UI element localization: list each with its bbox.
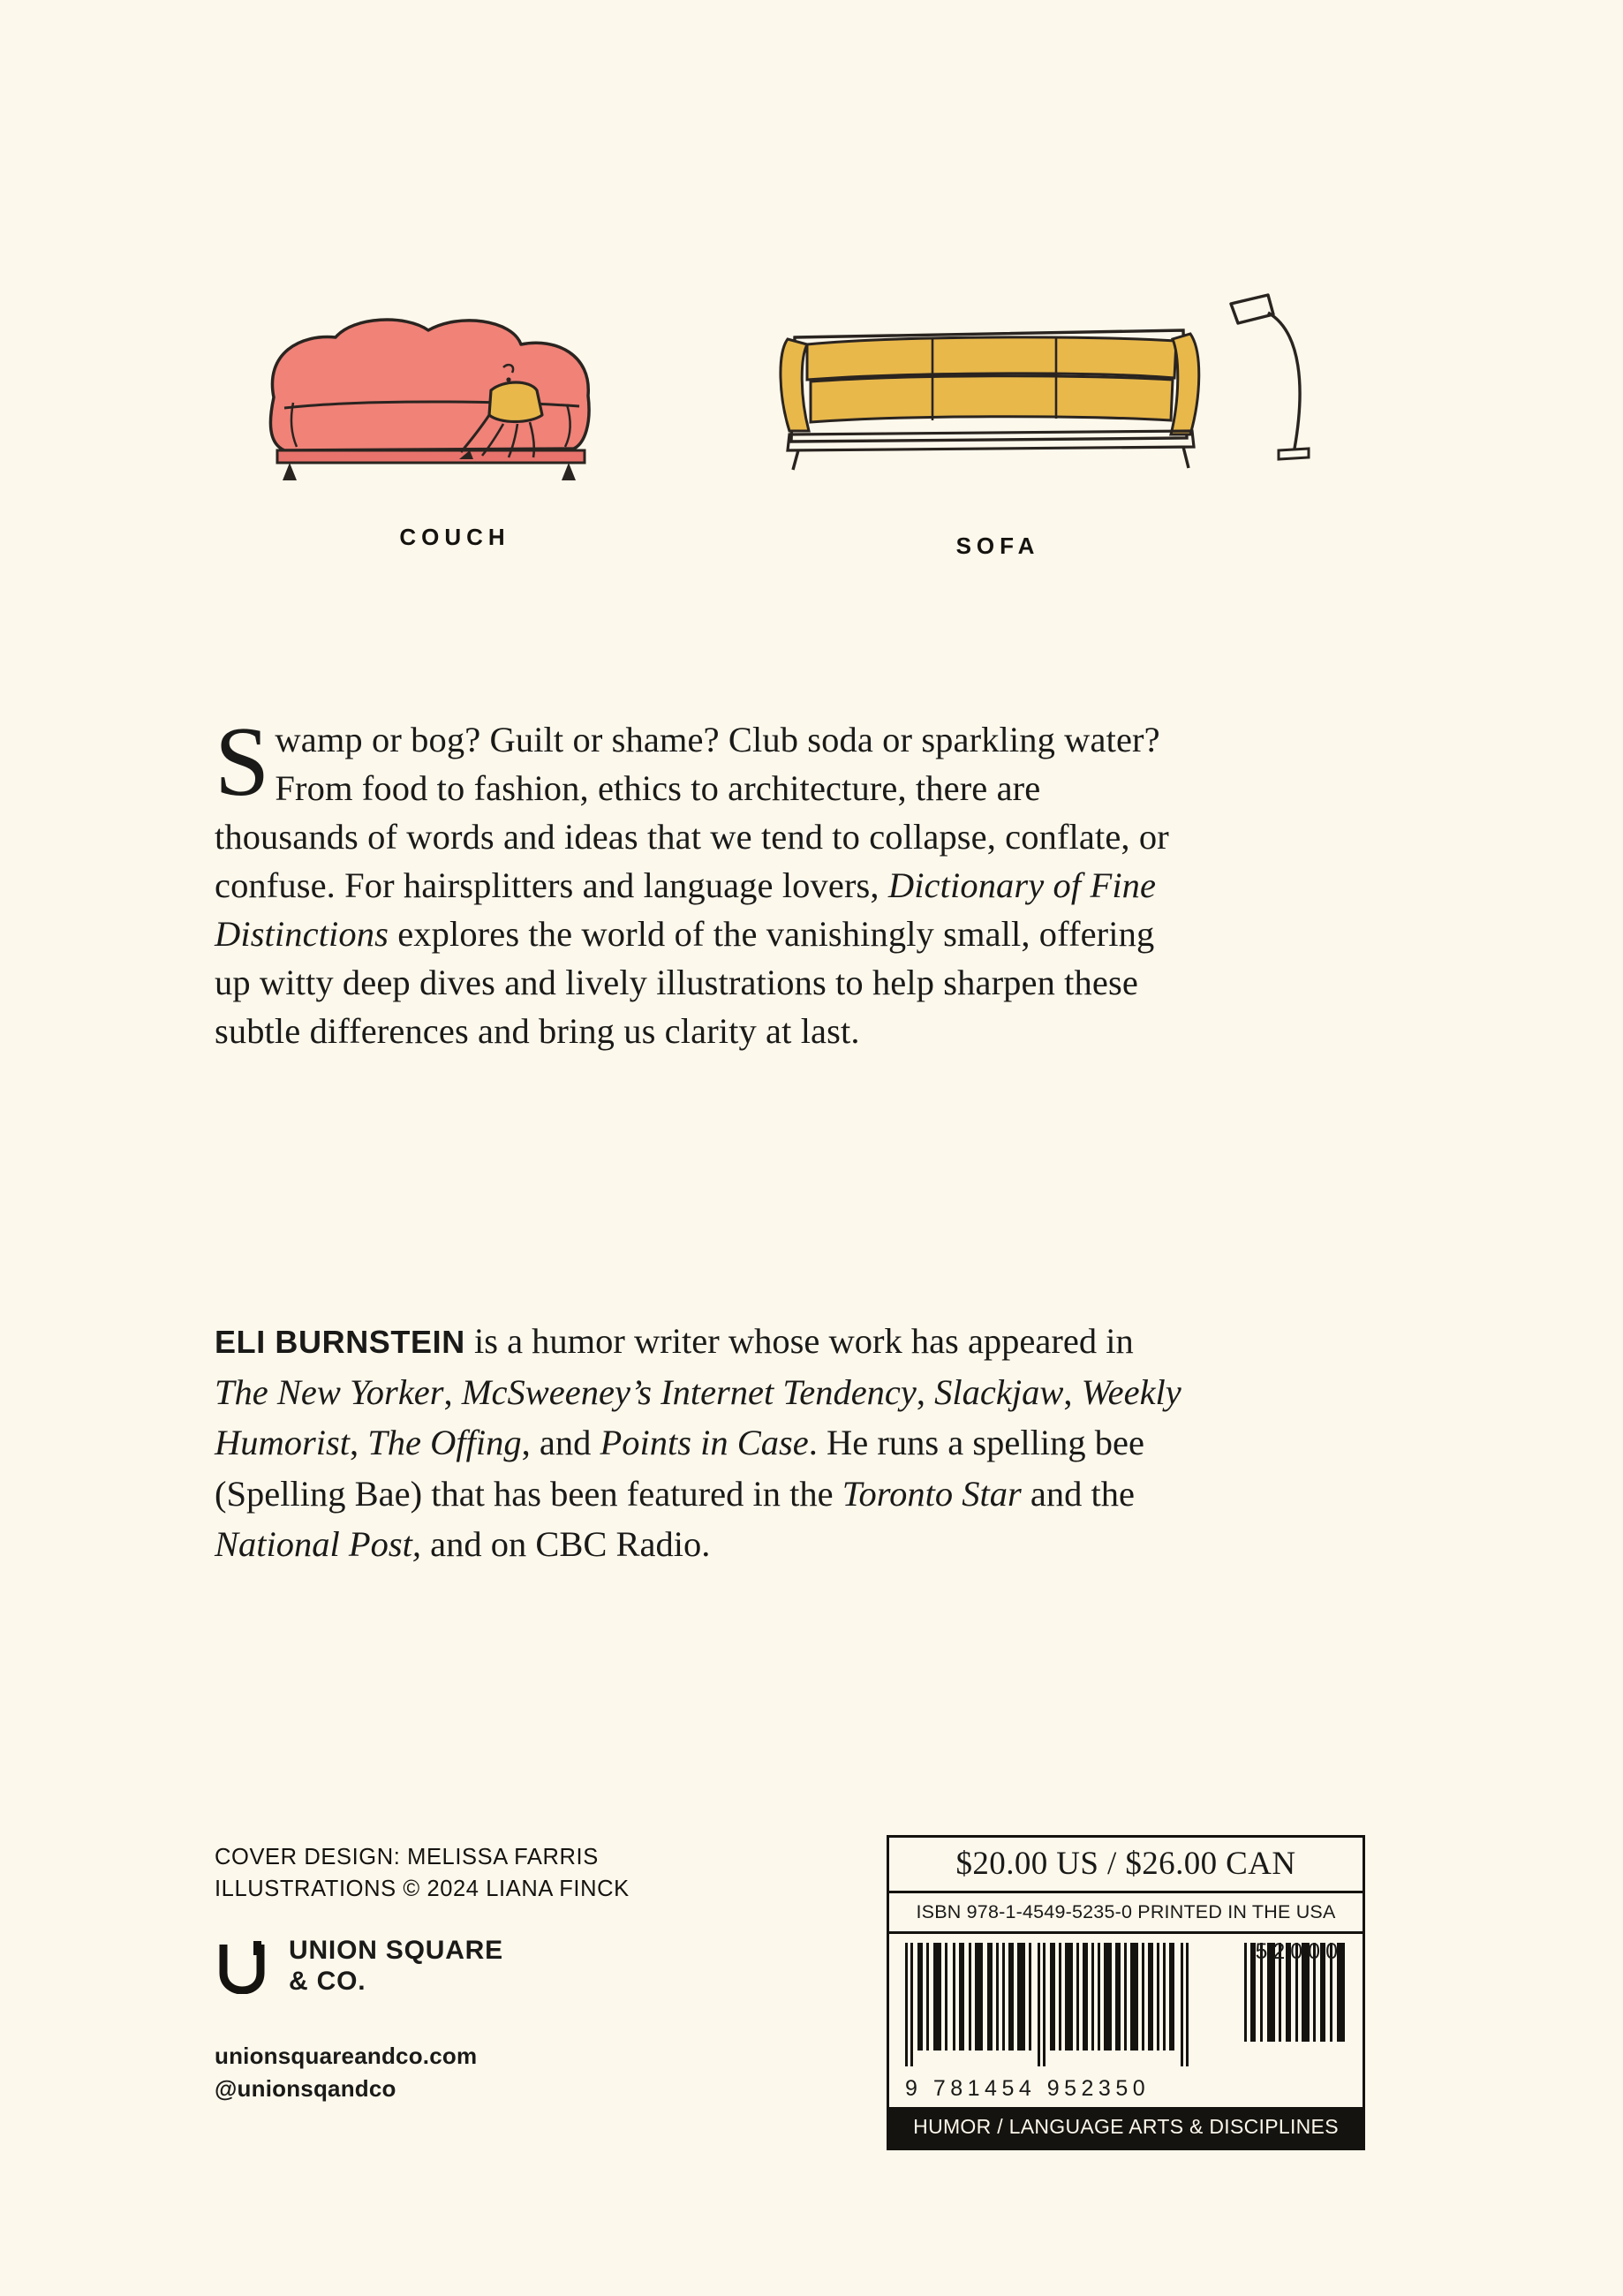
publication-new-yorker: The New Yorker (215, 1371, 444, 1412)
bio-seg3: , (916, 1371, 935, 1412)
cover-credits (215, 1841, 630, 1905)
back-cover-blurb (215, 707, 1186, 1056)
bio-seg1: is a humor writer whose work has appeared in (464, 1321, 1134, 1361)
publication-weekly-humorist: Weekly Humorist (215, 1371, 1181, 1462)
publication-national-post: National Post, (215, 1524, 422, 1564)
publisher-website-link[interactable]: unionsquareandco.com (215, 2043, 478, 2069)
publication-slackjaw: Slackjaw (934, 1371, 1064, 1412)
publication-points-in-case: Points in Case (600, 1423, 809, 1462)
publisher-name-line2: & CO. (289, 1966, 366, 1996)
couch-illustration (238, 291, 662, 551)
sofa-caption: SOFA (955, 532, 1040, 559)
ean13-barcode-icon (905, 1943, 1196, 2066)
bio-seg4: , (1063, 1371, 1082, 1412)
isbn-row: ISBN 978-1-4549-5235-0 PRINTED IN THE USA (889, 1893, 1363, 1934)
ean-digits: 9 781454 952350 (905, 2076, 1151, 2101)
blurb-rest-a: From food to fashion, ethics to architecture, there are thousands of words and ideas that we tend to collapse, conflate, or confuse. For hairsplitters and language lovers, (215, 768, 1169, 906)
author-bio (215, 1316, 1186, 1570)
bio-seg5: , (350, 1423, 368, 1462)
couch-caption: COUCH (399, 524, 510, 550)
publication-mcsweeneys: McSweeney’s Internet Tendency (461, 1371, 917, 1412)
couch-drawing (238, 291, 662, 503)
publication-toronto-star: Toronto Star (842, 1473, 1022, 1514)
bio-seg8: and the (1021, 1473, 1135, 1514)
publisher-links (215, 2040, 477, 2105)
blurb-dropcap: S (215, 707, 270, 817)
publisher-social-handle[interactable]: @unionsqandco (215, 2074, 396, 2102)
author-name: ELI BURNSTEIN (215, 1324, 465, 1360)
bio-seg2: , (443, 1371, 462, 1412)
publication-the-offing: The Offing (367, 1423, 522, 1462)
credit-cover-design: COVER DESIGN: MELISSA FARRIS (215, 1845, 599, 1869)
publisher-logo-block (215, 1936, 503, 1998)
blurb-rest-b: explores the world of the vanishingly small, offering up witty deep dives and lively illustrations to help sharpen these subtle differences and bring us clarity at last. (215, 914, 1155, 1052)
barcode-block (887, 1835, 1365, 2150)
union-square-u-icon (215, 1939, 269, 1994)
sofa-drawing (768, 274, 1333, 503)
sofa-illustration (768, 274, 1333, 560)
barcode-bars-area (889, 1934, 1363, 2107)
bio-seg9: and on CBC Radio. (421, 1524, 711, 1564)
illustration-row (0, 265, 1623, 636)
bio-seg6: , and (521, 1423, 600, 1462)
credit-illustrations: ILLUSTRATIONS © 2024 LIANA FINCK (215, 1877, 630, 1902)
publisher-name (289, 1936, 503, 1998)
blurb-book-title: Dictionary of Fine Distinctions (215, 865, 1157, 955)
blurb-line1: wamp or bog? Guilt or shame? Club soda or sparkling water? (275, 720, 1160, 759)
price-row: $20.00 US / $26.00 CAN (889, 1838, 1363, 1893)
category-bar: HUMOR / LANGUAGE ARTS & DISCIPLINES (889, 2107, 1363, 2148)
publisher-name-line1: UNION SQUARE (289, 1936, 503, 1965)
bio-seg7: . He runs a spelling bee (Spelling Bae) that has been featured in the (215, 1423, 1144, 1514)
addon-digits: 52000 (1255, 1939, 1343, 1964)
